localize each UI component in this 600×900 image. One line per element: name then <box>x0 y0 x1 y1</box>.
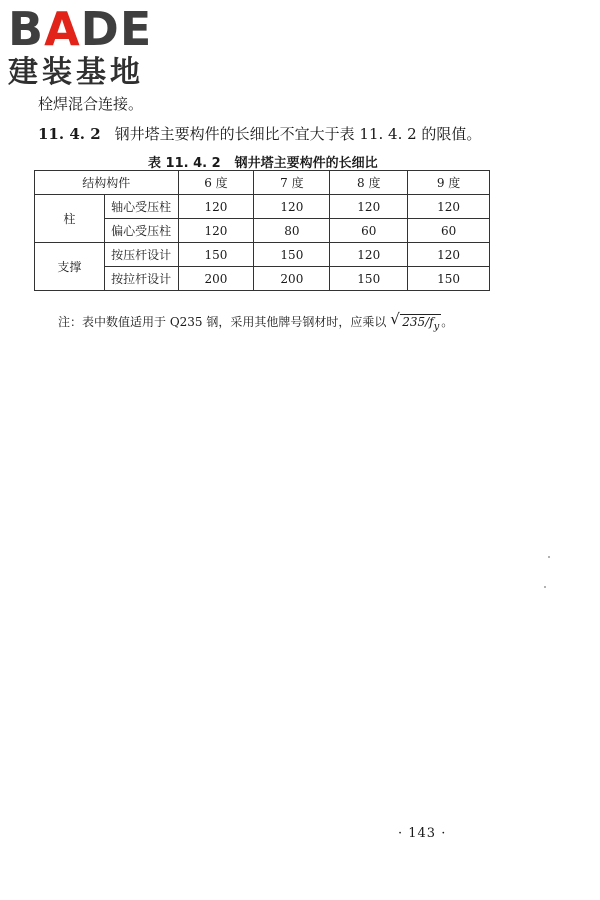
table-cell: 200 <box>254 267 330 291</box>
table-cell: 60 <box>408 219 490 243</box>
group-column: 柱 <box>35 195 105 243</box>
table-cell: 120 <box>178 195 254 219</box>
clause-11-4-2 <box>38 124 481 144</box>
clause-text: 钢井塔主要构件的长细比不宜大于表 11. 4. 2 的限值。 <box>114 125 482 143</box>
radical-sign-icon: √ <box>390 310 400 328</box>
body-text-line: 栓焊混合连接。 <box>38 95 144 113</box>
radicand-text: 235/f <box>402 315 434 329</box>
table-row <box>35 243 490 267</box>
table-cell: 60 <box>330 219 408 243</box>
header-intensity-6: 6 度 <box>178 171 254 195</box>
row-label: 轴心受压柱 <box>104 195 178 219</box>
table-cell: 120 <box>408 195 490 219</box>
row-label: 按拉杆设计 <box>104 267 178 291</box>
logo-chinese-text: 建装基地 <box>8 55 144 90</box>
table-cell: 150 <box>408 267 490 291</box>
table-cell: 120 <box>330 243 408 267</box>
header-intensity-7: 7 度 <box>254 171 330 195</box>
note-text: 注：表中数值适用于 Q235 钢，采用其他牌号钢材时，应乘以 <box>58 315 387 329</box>
logo-wordmark: BADE <box>8 2 153 56</box>
clause-number: 11. 4. 2 <box>38 125 101 143</box>
table-row <box>35 195 490 219</box>
table-header-row <box>35 171 490 195</box>
table-cell: 150 <box>254 243 330 267</box>
sqrt-expression <box>390 310 441 336</box>
row-label: 偏心受压柱 <box>104 219 178 243</box>
logo-accent-letter: A <box>44 2 81 56</box>
table-note <box>58 310 454 336</box>
table-cell: 80 <box>254 219 330 243</box>
scan-speck <box>544 586 546 588</box>
group-bracing: 支撑 <box>35 243 105 291</box>
table-cell: 120 <box>330 195 408 219</box>
table-cell: 120 <box>408 243 490 267</box>
sqrt-radicand <box>400 314 441 333</box>
page-number: · 143 · <box>398 826 447 841</box>
table-cell: 200 <box>178 267 254 291</box>
scan-speck <box>548 556 550 558</box>
row-label: 按压杆设计 <box>104 243 178 267</box>
table-cell: 150 <box>330 267 408 291</box>
header-intensity-8: 8 度 <box>330 171 408 195</box>
bade-logo <box>8 4 178 90</box>
header-intensity-9: 9 度 <box>408 171 490 195</box>
table-cell: 120 <box>254 195 330 219</box>
slenderness-table <box>34 170 490 291</box>
table-caption <box>148 152 378 171</box>
table-caption-title: 钢井塔主要构件的长细比 <box>234 156 378 171</box>
table-cell: 120 <box>178 219 254 243</box>
header-structure-member: 结构构件 <box>35 171 179 195</box>
table-caption-number: 表 11. 4. 2 <box>148 156 221 171</box>
note-suffix: 。 <box>441 315 454 329</box>
radicand-subscript: y <box>433 321 440 333</box>
table-cell: 150 <box>178 243 254 267</box>
